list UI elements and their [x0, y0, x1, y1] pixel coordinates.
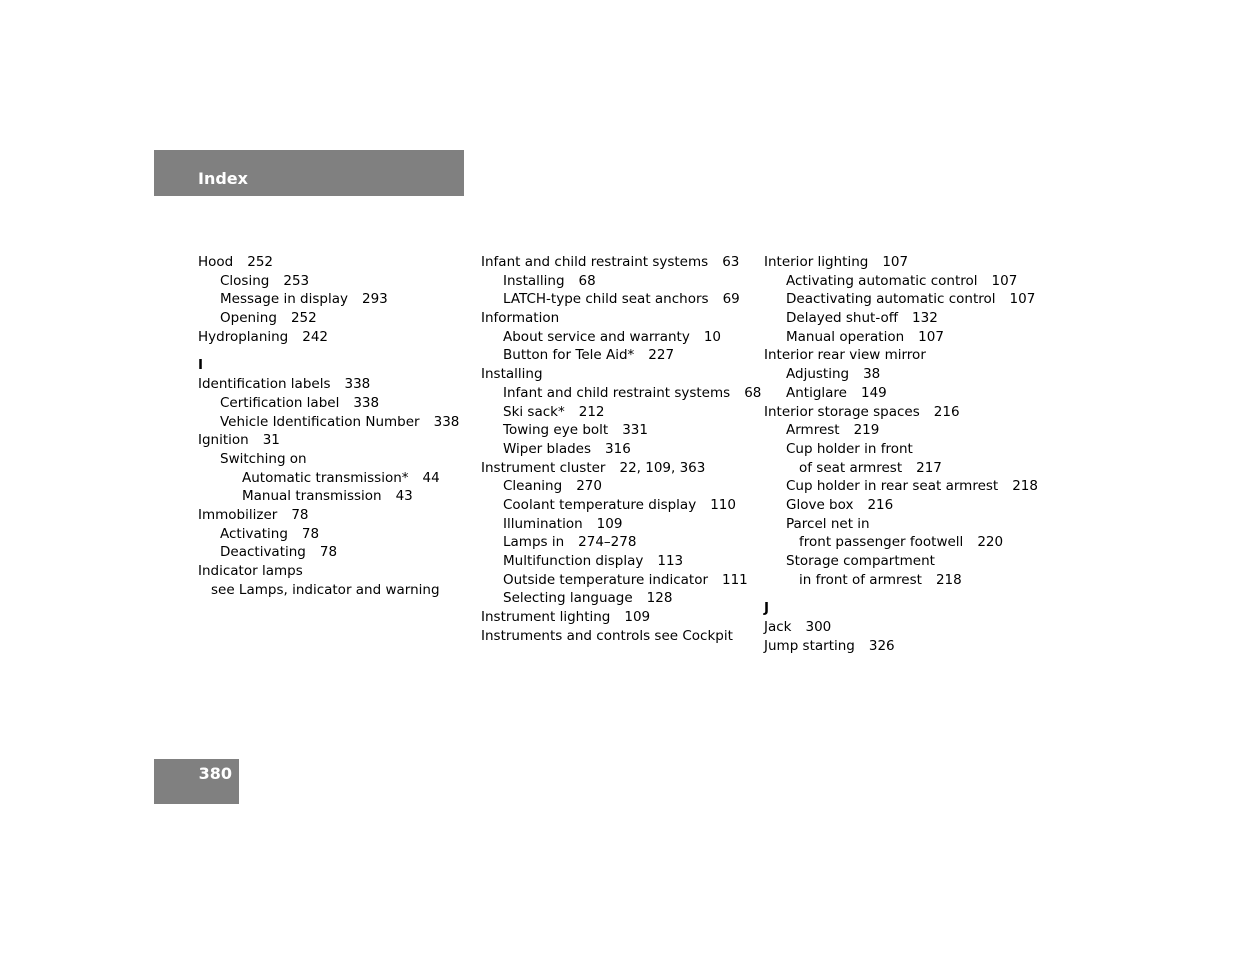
- index-entry: Interior rear view mirror: [764, 347, 926, 364]
- index-letter-heading: I: [198, 357, 204, 374]
- index-subentry: LATCH-type child seat anchors 69: [503, 291, 740, 308]
- index-entry: Ignition 31: [198, 432, 280, 449]
- index-subentry: Ski sack* 212: [503, 403, 605, 420]
- index-continuation: of seat armrest 217: [799, 459, 942, 476]
- index-entry: Identification labels 338: [198, 376, 371, 393]
- index-subentry: About service and warranty 10: [503, 328, 722, 345]
- index-entry: Installing: [481, 366, 543, 383]
- index-subsubentry: Automatic transmission* 44: [242, 469, 440, 486]
- index-continuation: in front of armrest 218: [799, 571, 962, 588]
- index-continuation: front passenger footwell 220: [799, 534, 1004, 551]
- index-subentry: Certification label 338: [220, 394, 380, 411]
- index-subentry: Coolant temperature display 110: [503, 496, 736, 513]
- index-entry: Jump starting 326: [764, 637, 895, 654]
- header-bar: [154, 150, 464, 196]
- index-column-1: [198, 253, 468, 599]
- index-letter-heading: J: [764, 600, 770, 617]
- index-subentry: Antiglare 149: [786, 384, 887, 401]
- index-entry: Information: [481, 310, 560, 327]
- index-subentry: Activating 78: [220, 525, 320, 542]
- index-subentry: Selecting language 128: [503, 590, 673, 607]
- index-subentry: Armrest 219: [786, 422, 880, 439]
- page-number: 380: [198, 764, 232, 783]
- index-subentry: Installing 68: [503, 272, 596, 289]
- index-subentry: Delayed shut-off 132: [786, 310, 938, 327]
- index-subentry: Switching on: [220, 450, 307, 467]
- index-entry: Instrument lighting 109: [481, 609, 651, 626]
- index-entry: Instrument cluster 22, 109, 363: [481, 459, 706, 476]
- index-subentry: Glove box 216: [786, 496, 894, 513]
- index-subentry: Cup holder in front: [786, 440, 913, 457]
- index-subentry: Lamps in 274–278: [503, 534, 637, 551]
- index-entry: Instruments and controls see Cockpit: [481, 627, 733, 644]
- index-subentry: Activating automatic control 107: [786, 272, 1018, 289]
- index-subentry: Multifunction display 113: [503, 553, 684, 569]
- index-entry: Hood 252: [198, 254, 274, 270]
- index-subentry: Storage compartment: [786, 553, 935, 569]
- index-subentry: Cup holder in rear seat armrest 218: [786, 478, 1038, 495]
- index-subentry: Message in display 293: [220, 291, 388, 308]
- index-subentry: Vehicle Identification Number 338: [220, 413, 460, 430]
- index-entry: Infant and child restraint systems 63: [481, 254, 740, 270]
- index-entry: Hydroplaning 242: [198, 328, 329, 345]
- index-entry: Jack 300: [764, 619, 832, 636]
- index-subentry: Closing 253: [220, 272, 310, 289]
- index-subentry: Infant and child restraint systems 68: [503, 384, 762, 401]
- index-subentry: Wiper blades 316: [503, 440, 631, 457]
- index-subentry: Manual operation 107: [786, 328, 944, 345]
- page-title: Index: [198, 169, 248, 188]
- index-entry: Immobilizer 78: [198, 506, 309, 523]
- index-entry: Indicator lamps: [198, 563, 303, 579]
- index-subsubentry: Manual transmission 43: [242, 488, 413, 505]
- index-see-reference: see Lamps, indicator and warning: [211, 581, 440, 598]
- index-subentry: Deactivating 78: [220, 544, 338, 561]
- index-subentry: Outside temperature indicator 111: [503, 571, 748, 588]
- index-subentry: Towing eye bolt 331: [503, 422, 648, 439]
- index-subentry: Button for Tele Aid* 227: [503, 347, 675, 364]
- index-subentry: Illumination 109: [503, 515, 623, 532]
- index-column-2: [481, 253, 762, 645]
- index-subentry: Parcel net in: [786, 515, 870, 532]
- index-column-3: [764, 253, 1039, 655]
- page-number-box: [154, 759, 239, 804]
- index-subentry: Cleaning 270: [503, 478, 602, 495]
- index-subentry: Deactivating automatic control 107: [786, 291, 1036, 308]
- index-subentry: Adjusting 38: [786, 366, 881, 383]
- index-entry: Interior storage spaces 216: [764, 403, 960, 420]
- index-entry: Interior lighting 107: [764, 254, 909, 270]
- index-subentry: Opening 252: [220, 310, 317, 327]
